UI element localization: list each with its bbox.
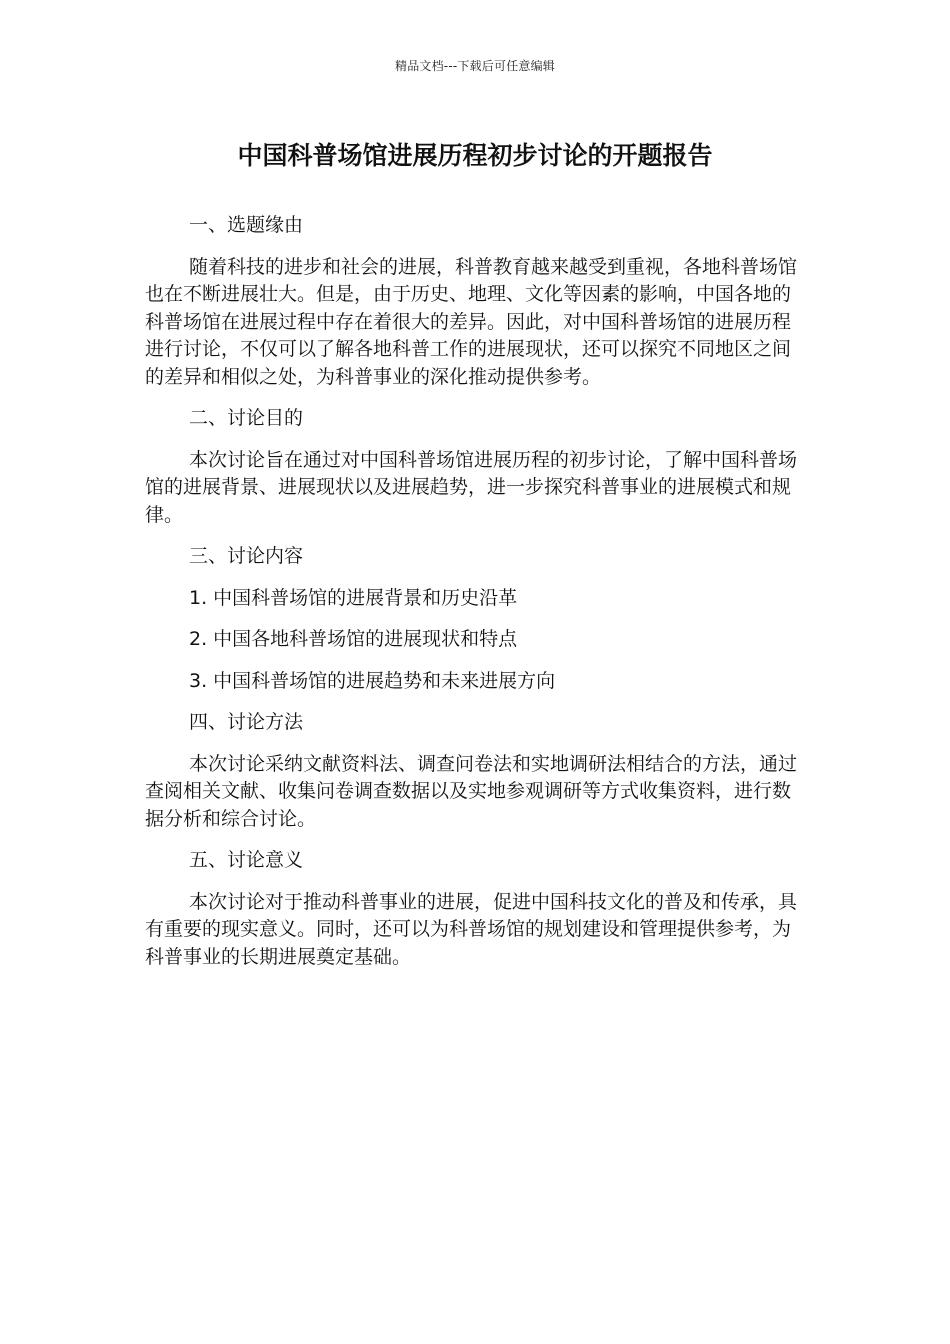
- section-paragraph: 本次讨论旨在通过对中国科普场馆进展历程的初步讨论，了解中国科普场馆的进展背景、进展现状以及进展趋势，进一步探究科普事业的进展模式和规律。: [145, 448, 798, 526]
- section-paragraph: 随着科技的进步和社会的进展，科普教育越来越受到重视，各地科普场馆也在不断进展壮大。但是，由于历史、地理、文化等因素的影响，中国各地的科普场馆在进展过程中存在着很大的差异。因此，对中国科普场馆的进展历程进行讨论，不仅可以了解各地科普工作的进展现状，还可以探究不同地区之间的差异和相似之处，为科普事业的深化推动提供参考。: [145, 255, 798, 388]
- list-item: 1. 中国科普场馆的进展背景和历史沿革: [189, 586, 518, 609]
- header-note: 精品文档---下载后可任意编辑: [395, 59, 555, 73]
- section-heading: 一、选题缘由: [189, 214, 304, 236]
- section-heading: 三、讨论内容: [189, 545, 304, 567]
- list-item: 3. 中国科普场馆的进展趋势和未来进展方向: [189, 669, 556, 692]
- section-purpose: [145, 405, 805, 529]
- section-heading: 五、讨论意义: [189, 849, 304, 871]
- section-paragraph: 本次讨论对于推动科普事业的进展，促进中国科技文化的普及和传承，具有重要的现实意义。同时，还可以为科普场馆的规划建设和管理提供参考，为科普事业的长期进展奠定基础。: [145, 890, 798, 968]
- section-method: [145, 709, 805, 833]
- document-title: 中国科普场馆进展历程初步讨论的开题报告: [237, 141, 713, 170]
- section-heading: 二、讨论目的: [189, 407, 304, 429]
- section-background: [145, 212, 805, 391]
- list-item: 2. 中国各地科普场馆的进展现状和特点: [189, 628, 518, 650]
- section-content: [145, 543, 805, 695]
- section-paragraph: 本次讨论采纳文献资料法、调查问卷法和实地调研法相结合的方法，通过查阅相关文献、收集问卷调查数据以及实地参观调研等方式收集资料，进行数据分析和综合讨论。: [145, 752, 798, 830]
- section-heading: 四、讨论方法: [189, 711, 304, 733]
- document-body: [145, 212, 805, 985]
- section-significance: [145, 847, 805, 971]
